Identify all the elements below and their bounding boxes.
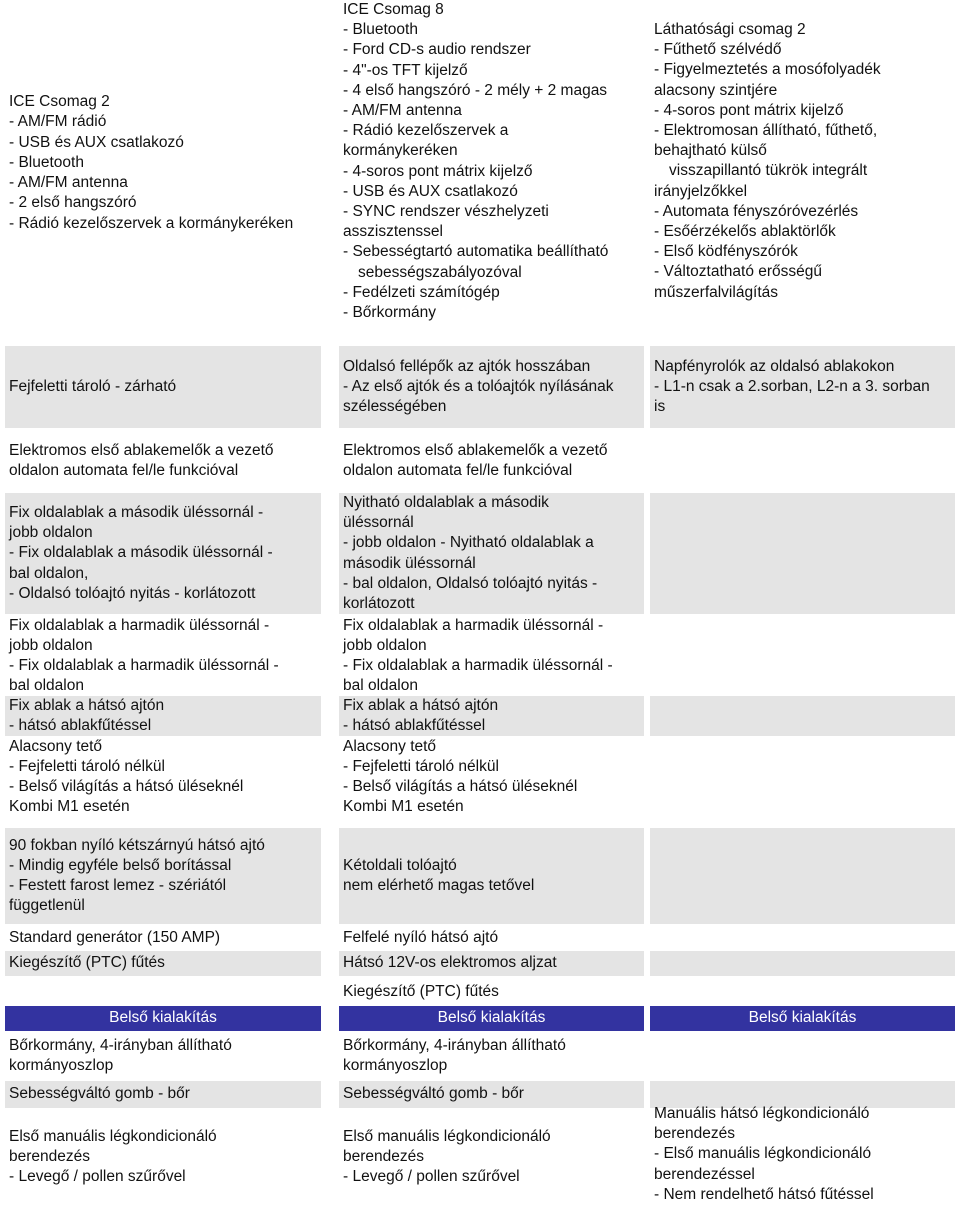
cell-line: Bőrkormány, 4-irányban állítható [9,1036,232,1054]
cell-line: Elektromos első ablakemelők a vezető [343,441,608,459]
cell-line: ICE Csomag 8 [343,1,444,18]
cell-line: Fix ablak a hátsó ajtón [343,696,499,714]
empty-cell [650,696,955,736]
dual-sliding-door-cell [339,828,644,924]
electric-windows-cell [339,437,644,485]
cell-line: - Oldalsó tolóajtó nyitás - korlátozott [9,584,256,602]
cell-line: - Levegő / pollen szűrővel [9,1168,186,1186]
cell-line: Első manuális légkondicionáló [343,1127,551,1145]
second-row-windows-cell [339,493,644,614]
cell-line: oldalon automata fel/le funkcióval [9,462,239,479]
second-row-windows-cell [5,493,321,614]
cell-line: berendezés [9,1147,91,1165]
cell-line: Kiegészítő (PTC) fűtés [9,954,165,972]
overhead-storage-cell [5,346,321,428]
cell-line: jobb oldalon [343,636,427,654]
section-title: Belső kialakítás [109,1009,217,1027]
cell-line: - Figyelmeztetés a mosófolyadék [654,61,881,79]
cell-line: második üléssornál [343,554,476,572]
empty-cell [650,951,955,976]
cell-line: függetlenül [9,897,85,915]
low-roof-cell [5,736,321,818]
cell-line: - hátsó ablakfűtéssel [9,717,152,734]
cell-line: - 4-soros pont mátrix kijelző [343,162,533,180]
cell-line: - L1-n csak a 2.sorban, L2-n a 3. sorban [654,377,930,395]
generator-cell [5,926,321,950]
section-title: Belső kialakítás [748,1009,857,1027]
cell-line: berendezés [343,1147,425,1165]
cell-line: műszerfalvilágítás [654,283,779,301]
ice-package-8-cell [339,0,644,326]
gear-knob-cell [339,1081,644,1108]
cell-line: - 4-soros pont mátrix kijelző [654,101,844,119]
rear-barn-door-cell [5,828,321,924]
cell-line: - Változtatható erősségű [654,263,823,281]
cell-line: berendezés [654,1125,736,1143]
cell-line: - Bluetooth [9,153,84,171]
ptc-heater-cell [5,951,321,976]
cell-line: nem elérhető magas tetővel [343,877,535,894]
cell-line: Hátsó 12V-os elektromos aljzat [343,954,557,972]
electric-windows-cell [5,437,321,485]
rear-air-conditioning-cell [650,1104,955,1205]
cell-line: üléssornál [343,514,414,532]
cell-line: bal oldalon [343,677,418,695]
cell-line: - Az első ajtók és a tolóajtók nyílásának [343,377,614,395]
cell-line: Sebességváltó gomb - bőr [9,1085,190,1103]
cell-line: Fix ablak a hátsó ajtón [9,696,165,714]
rear-door-window-cell [5,696,321,736]
cell-line: Fix oldalablak a harmadik üléssornál - [343,616,604,634]
cell-line: - hátsó ablakfűtéssel [343,717,486,734]
cell-line: asszisztenssel [343,223,443,241]
liftgate-cell [339,926,644,950]
cell-line: - Első ködfényszórók [654,243,798,261]
cell-line: - Bluetooth [343,21,418,39]
empty-cell [650,493,955,614]
cell-line: bal oldalon [9,677,84,695]
cell-line: - Esőérzékelős ablaktörlők [654,223,836,241]
cell-line: - Sebességtartó automatika beállítható [343,243,609,261]
cell-line: Első manuális légkondicionáló [9,1127,217,1145]
cell-line: kormánykeréken [343,142,458,160]
cell-line: - Levegő / pollen szűrővel [343,1168,520,1186]
cell-line: Manuális hátsó légkondicionáló [654,1105,870,1122]
cell-line: sebességszabályozóval [358,263,522,281]
cell-line: - AM/FM rádió [9,113,107,131]
cell-line: Kombi M1 esetén [343,798,464,816]
rear-12v-socket-cell [339,951,644,976]
cell-line: - 2 első hangszóró [9,194,137,212]
leather-steering-wheel-cell [5,1035,321,1077]
cell-line: - Rádió kezelőszervek a kormánykeréken [9,214,294,232]
cell-line: Láthatósági csomag 2 [654,21,806,38]
cell-line: Kiegészítő (PTC) fűtés [343,982,499,1000]
ice-package-2-cell [5,0,321,326]
low-roof-cell [339,736,644,818]
cell-line: - Mindig egyféle belső borítással [9,856,232,874]
cell-line: bal oldalon, [9,564,89,582]
gear-knob-cell [5,1081,321,1108]
cell-line: Kétoldali tolóajtó [343,856,457,874]
cell-line: is [654,398,666,416]
cell-line: Nyitható oldalablak a második [343,493,549,511]
front-air-conditioning-cell [339,1112,644,1202]
empty-cell [650,828,955,924]
cell-line: Standard generátor (150 AMP) [9,928,221,946]
leather-steering-wheel-cell [339,1035,644,1077]
section-title: Belső kialakítás [437,1009,546,1027]
cell-line: - Fejfeletti tároló nélkül [343,757,499,775]
cell-line: - Fűthető szélvédő [654,41,782,59]
cell-line: Kombi M1 esetén [9,798,130,816]
cell-line: - USB és AUX csatlakozó [9,133,184,151]
cell-line: - Bőrkormány [343,304,437,322]
cell-line: berendezéssel [654,1165,755,1183]
cell-line: - AM/FM antenna [343,102,462,120]
side-steps-cell [339,346,644,428]
cell-line: Bőrkormány, 4-irányban állítható [343,1036,566,1054]
cell-line: kormányoszlop [9,1057,114,1074]
interior-section-header [5,1006,321,1031]
cell-line: Fejfeletti tároló - zárható [9,377,177,395]
cell-line: oldalon automata fel/le funkcióval [343,462,573,479]
cell-line: jobb oldalon [9,636,93,654]
cell-line: Napfényrolók az oldalsó ablakokon [654,357,895,375]
cell-line: szélességében [343,398,447,416]
cell-line: - Belső világítás a hátsó üléseknél [343,778,578,795]
third-row-windows-cell [5,615,321,697]
interior-section-header [650,1006,955,1031]
cell-line: Elektromos első ablakemelők a vezető [9,441,274,459]
cell-line: - Első manuális légkondicionáló [654,1145,872,1163]
cell-line: - AM/FM antenna [9,174,128,192]
rear-door-window-cell [339,696,644,736]
cell-line: - Fix oldalablak a második üléssornál - [9,544,273,562]
cell-line: - Elektromosan állítható, fűthető, [654,122,878,140]
visibility-package-2-cell [650,20,955,310]
cell-line: - Festett farost lemez - szériától [9,877,227,894]
cell-line: - Fedélzeti számítógép [343,283,500,301]
cell-line: visszapillantó tükrök integrált [669,162,868,180]
cell-line: Oldalsó fellépők az ajtók hosszában [343,357,591,375]
cell-line: - Rádió kezelőszervek a [343,122,509,140]
front-air-conditioning-cell [5,1112,321,1202]
cell-line: Fix oldalablak a harmadik üléssornál - [9,616,270,634]
ptc-heater-cell [339,980,644,1004]
sun-blinds-cell [650,346,955,428]
cell-line: - bal oldalon, Oldalsó tolóajtó nyitás - [343,574,598,592]
cell-line: - SYNC rendszer vészhelyzeti [343,203,549,221]
cell-line: irányjelzőkkel [654,182,748,200]
cell-line: ICE Csomag 2 [9,93,110,111]
cell-line: - Nem rendelhető hátsó fűtéssel [654,1185,874,1203]
third-row-windows-cell [339,615,644,697]
cell-line: - Fix oldalablak a harmadik üléssornál - [343,657,613,674]
cell-line: - 4"-os TFT kijelző [343,61,468,79]
cell-line: - USB és AUX csatlakozó [343,182,518,200]
cell-line: behajtható külső [654,142,767,160]
cell-line: kormányoszlop [343,1057,448,1074]
cell-line: - Automata fényszóróvezérlés [654,202,859,220]
cell-line: Fix oldalablak a második üléssornál - [9,503,264,521]
cell-line: korlátozott [343,594,415,612]
interior-section-header [339,1006,644,1031]
cell-line: alacsony szintjére [654,81,778,99]
cell-line: Alacsony tető [343,737,437,755]
cell-line: - Ford CD-s audio rendszer [343,41,531,59]
cell-line: - Fix oldalablak a harmadik üléssornál - [9,657,279,674]
cell-line: - Fejfeletti tároló nélkül [9,757,165,775]
cell-line: Alacsony tető [9,737,103,755]
cell-line: Sebességváltó gomb - bőr [343,1085,524,1103]
cell-line: jobb oldalon [9,524,93,542]
cell-line: - jobb oldalon - Nyitható oldalablak a [343,534,594,552]
cell-line: 90 fokban nyíló kétszárnyú hátsó ajtó [9,836,265,854]
cell-line: - 4 első hangszóró - 2 mély + 2 magas [343,81,608,99]
cell-line: - Belső világítás a hátsó üléseknél [9,778,244,795]
cell-line: Felfelé nyíló hátsó ajtó [343,928,499,946]
